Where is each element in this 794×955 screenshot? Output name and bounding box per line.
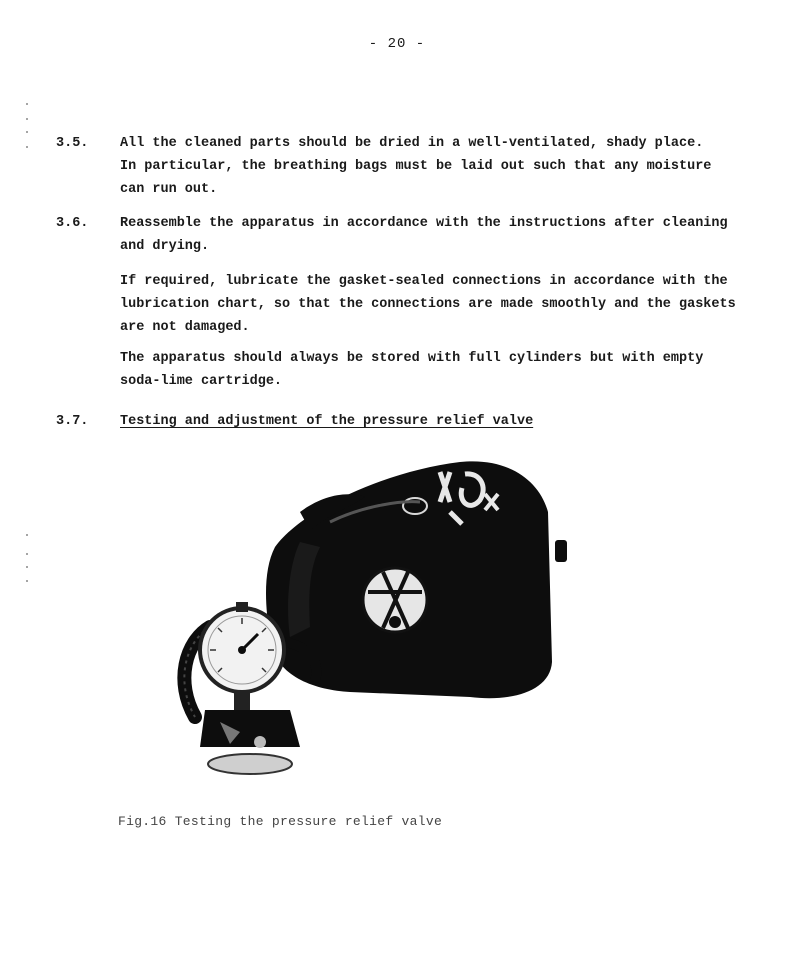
valve-dial-illustration xyxy=(363,568,427,632)
section-paragraph: Reassemble the apparatus in accordance with the instructions after cleaning and drying. xyxy=(120,216,728,254)
figure-caption: Fig.16 Testing the pressure relief valve xyxy=(118,814,443,829)
scan-speck xyxy=(26,131,28,133)
section-paragraph: All the cleaned parts should be dried in a well-ventilated, shady place. In particular, the breathing bags must be laid out such that any moisture can run out. xyxy=(120,136,712,197)
apparatus-photo xyxy=(150,452,590,784)
scan-speck xyxy=(26,580,28,582)
section-paragraph: If required, lubricate the gasket-sealed connections in accordance with the lubrication chart, so that the connections are made smoothly and the gaskets are not damaged. xyxy=(120,274,736,335)
section-number: 3.7. xyxy=(56,414,89,429)
scan-speck xyxy=(26,553,28,555)
section-paragraph: The apparatus should always be stored with full cylinders but with empty soda-lime cartridge. xyxy=(120,351,704,389)
page-number: - 20 - xyxy=(368,36,426,52)
scan-speck xyxy=(26,566,28,568)
section-number: 3.5. xyxy=(56,136,89,151)
scan-speck xyxy=(26,146,28,148)
section-number: 3.6. xyxy=(56,216,89,231)
scan-speck xyxy=(26,103,28,105)
section-heading: Testing and adjustment of the pressure relief valve xyxy=(120,414,534,429)
scan-speck xyxy=(26,534,28,536)
scan-speck xyxy=(26,118,28,120)
